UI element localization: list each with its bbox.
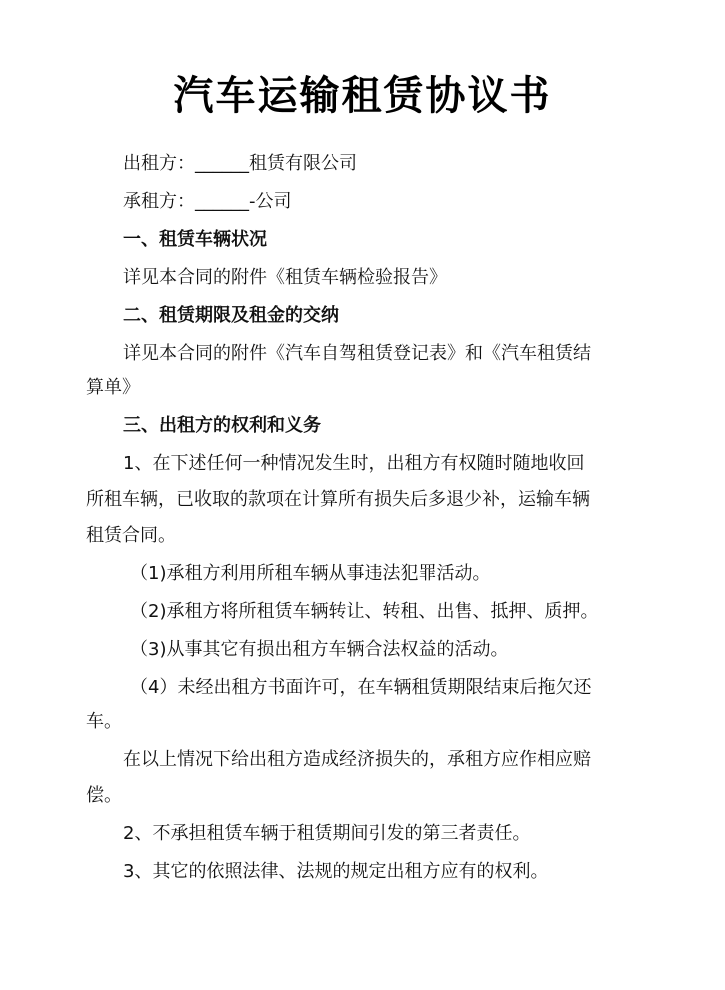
item-3-text: （3)从事其它有损出租方车辆合法权益的活动。 xyxy=(130,639,509,660)
clause-1-text: 1、在下述任何一种情况发生时，出租方有权随时随地收回 xyxy=(123,453,585,474)
section-1-heading: 一、租赁车辆状况 xyxy=(123,229,267,250)
clause-3-text: 3、其它的依照法律、法规的规定出租方应有的权利。 xyxy=(123,861,549,882)
lessor-line: 出租方：______租赁有限公司 xyxy=(123,153,357,174)
lessee-line: 承租方：______-公司 xyxy=(123,191,292,212)
clause-1-text-continued: 所租车辆，已收取的款项在计算所有损失后多退少补，运输车辆 xyxy=(86,489,590,510)
compensation-text: 在以上情况下给出租方造成经济损失的，承租方应作相应赔 xyxy=(123,749,591,770)
document-title: 汽车运输租赁协议书 xyxy=(173,73,552,119)
section-1-text: 详见本合同的附件《租赁车辆检验报告》 xyxy=(123,267,447,288)
item-1-text: （1)承租方利用所租车辆从事违法犯罪活动。 xyxy=(130,563,491,584)
compensation-text-continued: 偿。 xyxy=(86,785,122,806)
section-2-text: 详见本合同的附件《汽车自驾租赁登记表》和《汽车租赁结 xyxy=(123,343,591,364)
item-4-text: （4）未经出租方书面许可，在车辆租赁期限结束后拖欠还 xyxy=(130,677,592,698)
section-2-heading: 二、租赁期限及租金的交纳 xyxy=(123,305,339,326)
item-4-text-continued: 车。 xyxy=(86,711,122,732)
clause-1-text-end: 租赁合同。 xyxy=(86,525,176,546)
section-3-heading: 三、出租方的权利和义务 xyxy=(123,415,321,436)
clause-2-text: 2、不承担租赁车辆于租赁期间引发的第三者责任。 xyxy=(123,823,531,844)
section-2-text-continued: 算单》 xyxy=(86,377,140,398)
item-2-text: （2)承租方将所租赁车辆转让、转租、出售、抵押、质押。 xyxy=(130,601,599,622)
